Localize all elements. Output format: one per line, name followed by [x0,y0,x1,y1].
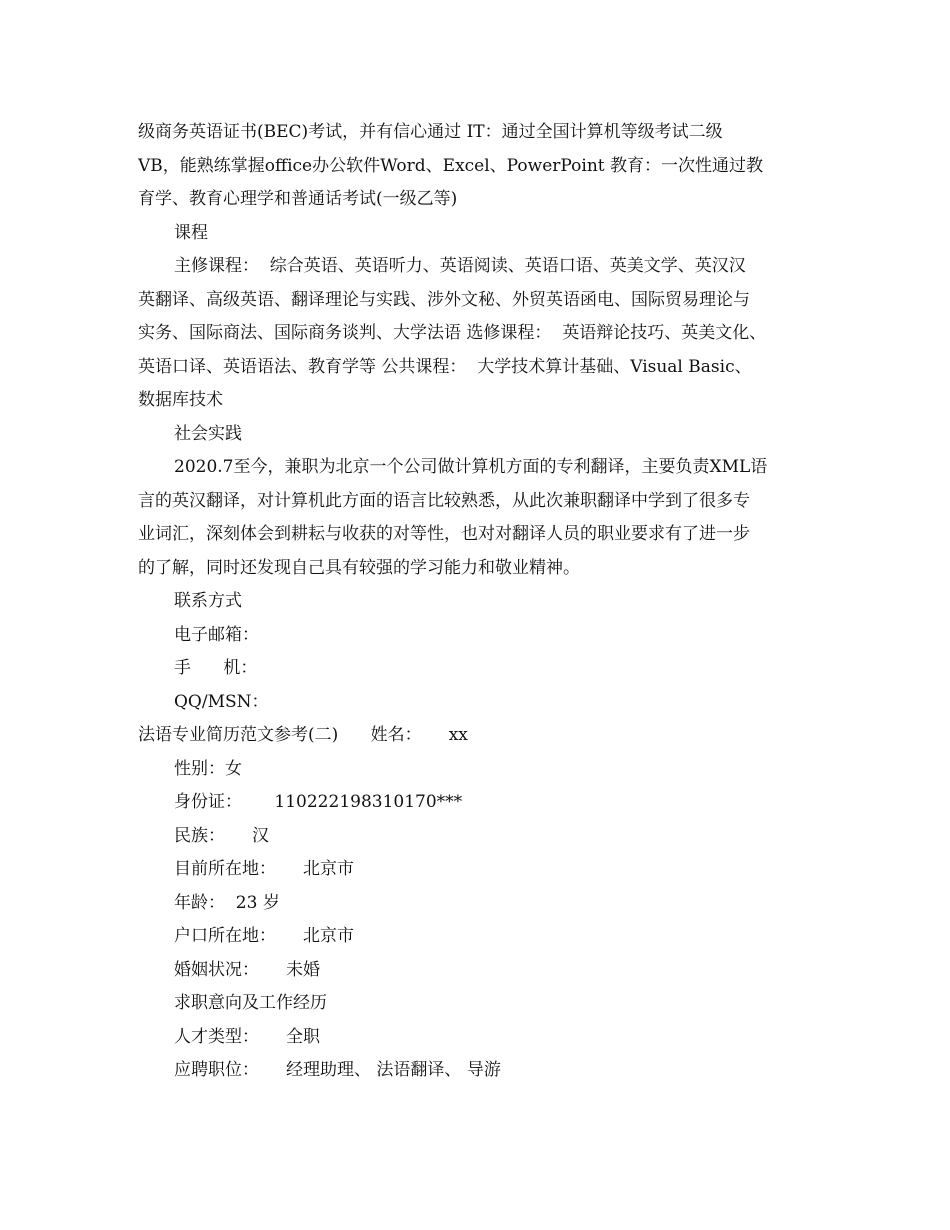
text-line: 言的英汉翻译，对计算机此方面的语言比较熟悉，从此次兼职翻译中学到了很多专 [138,490,750,511]
section-heading-contact: 联系方式 [174,591,242,611]
field-talent-type: 人才类型： 全职 [174,1026,321,1047]
text-line: 级商务英语证书(BEC)考试，并有信心通过 IT：通过全国计算机等级考试二级 [138,122,723,142]
section-heading-courses: 课程 [174,222,208,243]
text-line: 2020.7至今，兼职为北京一个公司做计算机方面的专利翻译，主要负责XML语 [174,457,768,477]
text-line: 英语口译、英语语法、教育学等 公共课程： 大学技术算计基础、Visual Basic、 [138,356,752,377]
contact-qq-msn: QQ/MSN： [174,691,269,712]
field-marital-status: 婚姻状况： 未婚 [174,959,321,980]
text-line: 主修课程： 综合英语、英语听力、英语阅读、英语口语、英美文学、英汉汉 [174,256,746,276]
field-ethnicity: 民族： 汉 [174,825,270,846]
text-line: 业词汇，深刻体会到耕耘与收获的对等性，也对对翻译人员的职业要求有了进一步 [138,524,750,544]
field-id-card: 身份证： 110222198310170*** [174,792,463,812]
document-body [138,116,828,1088]
text-line: 数据库技术 [138,390,223,410]
text-line: 育学、教育心理学和普通话考试(一级乙等) [138,189,458,209]
contact-email: 电子邮箱： [174,624,259,645]
section-heading-practice: 社会实践 [174,423,242,444]
field-current-location: 目前所在地： 北京市 [174,859,355,879]
text-line: 英翻译、高级英语、翻译理论与实践、涉外文秘、外贸英语函电、国际贸易理论与 [138,289,750,310]
field-hukou-location: 户口所在地： 北京市 [174,926,355,946]
resume-title-name: 法语专业简历范文参考(二) 姓名： xx [138,725,468,745]
text-line: 的了解，同时还发现自己具有较强的学习能力和敬业精神。 [138,557,580,578]
field-gender: 性别：女 [174,758,242,779]
field-applied-position: 应聘职位： 经理助理、 法语翻译、 导游 [174,1060,501,1080]
contact-mobile: 手 机： [174,658,258,678]
field-age: 年龄： 23 岁 [174,892,280,913]
text-line: 实务、国际商法、国际商务谈判、大学法语 选修课程： 英语辩论技巧、英美文化、 [138,323,767,343]
text-line: VB，能熟练掌握office办公软件Word、Excel、PowerPoint 教育：一次性通过教 [138,155,764,176]
section-heading-job-intent: 求职意向及工作经历 [174,993,327,1013]
